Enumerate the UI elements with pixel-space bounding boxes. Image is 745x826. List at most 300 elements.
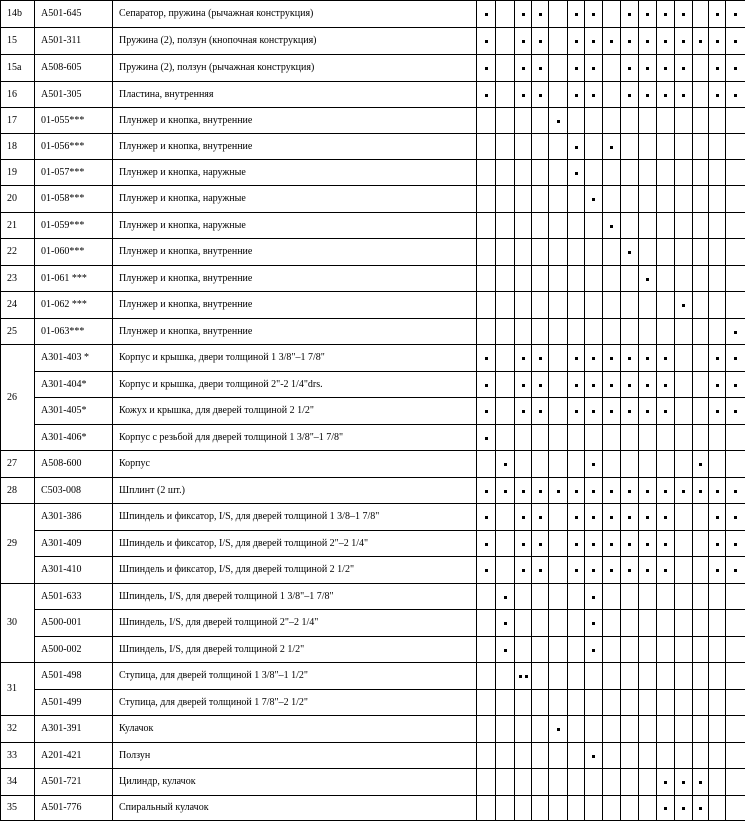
applicability-cell bbox=[585, 769, 603, 796]
applicability-cell bbox=[675, 319, 693, 345]
marker-dot-icon bbox=[646, 357, 649, 360]
applicability-cell bbox=[709, 504, 726, 531]
marker-dot-icon bbox=[646, 94, 649, 97]
applicability-marker bbox=[485, 62, 488, 74]
applicability-marker bbox=[716, 352, 719, 364]
marker-dot-icon bbox=[646, 13, 649, 16]
applicability-cell bbox=[675, 28, 693, 55]
item-number-cell: 33 bbox=[1, 743, 35, 769]
applicability-cell bbox=[693, 213, 709, 239]
applicability-cell bbox=[693, 743, 709, 769]
applicability-cell bbox=[496, 372, 515, 398]
applicability-marker bbox=[646, 352, 649, 364]
applicability-marker bbox=[575, 35, 578, 47]
applicability-cell bbox=[496, 266, 515, 292]
applicability-cell bbox=[603, 796, 621, 821]
applicability-marker bbox=[628, 405, 631, 417]
applicability-cell bbox=[621, 82, 639, 108]
applicability-marker bbox=[646, 538, 649, 550]
part-description-cell: Плунжер и кнопка, внутренние bbox=[113, 266, 477, 292]
applicability-cell bbox=[549, 743, 568, 769]
applicability-cell bbox=[709, 160, 726, 186]
marker-dot-icon bbox=[664, 67, 667, 70]
table-row bbox=[1, 55, 745, 82]
applicability-cell bbox=[477, 690, 496, 716]
applicability-cell bbox=[709, 28, 726, 55]
applicability-cell bbox=[532, 108, 549, 134]
marker-dot-icon bbox=[646, 278, 649, 281]
table-row bbox=[1, 239, 745, 266]
applicability-cell bbox=[675, 504, 693, 531]
applicability-cell bbox=[675, 637, 693, 663]
applicability-marker bbox=[646, 379, 649, 391]
applicability-cell bbox=[532, 160, 549, 186]
applicability-cell bbox=[603, 55, 621, 82]
applicability-marker bbox=[519, 670, 528, 682]
part-description-cell: Плунжер и кнопка, наружные bbox=[113, 213, 477, 239]
applicability-cell bbox=[675, 796, 693, 821]
marker-dot-icon bbox=[539, 357, 542, 360]
applicability-marker bbox=[592, 591, 595, 603]
applicability-cell bbox=[603, 478, 621, 504]
marker-dot-icon bbox=[522, 490, 525, 493]
applicability-marker bbox=[539, 62, 542, 74]
applicability-marker bbox=[522, 511, 525, 523]
applicability-marker bbox=[699, 776, 702, 788]
applicability-cell bbox=[657, 239, 675, 266]
applicability-cell bbox=[621, 504, 639, 531]
marker-dot-icon bbox=[557, 490, 560, 493]
applicability-cell bbox=[585, 266, 603, 292]
applicability-cell bbox=[549, 186, 568, 213]
item-number-cell: 15a bbox=[1, 55, 35, 82]
applicability-cell bbox=[621, 345, 639, 372]
marker-dot-icon bbox=[592, 569, 595, 572]
applicability-cell bbox=[657, 108, 675, 134]
applicability-cell bbox=[657, 637, 675, 663]
applicability-cell bbox=[726, 610, 745, 637]
applicability-cell bbox=[568, 531, 585, 557]
applicability-cell bbox=[515, 55, 532, 82]
table-row bbox=[1, 266, 745, 292]
applicability-marker bbox=[575, 352, 578, 364]
applicability-cell bbox=[496, 796, 515, 821]
marker-dot-icon bbox=[592, 384, 595, 387]
applicability-cell bbox=[496, 292, 515, 319]
marker-dot-icon bbox=[592, 755, 595, 758]
applicability-cell bbox=[709, 266, 726, 292]
applicability-cell bbox=[496, 345, 515, 372]
item-number-cell: 32 bbox=[1, 716, 35, 743]
applicability-cell bbox=[515, 160, 532, 186]
applicability-cell bbox=[477, 345, 496, 372]
applicability-cell bbox=[568, 28, 585, 55]
applicability-cell bbox=[657, 292, 675, 319]
applicability-cell bbox=[603, 28, 621, 55]
applicability-marker bbox=[522, 538, 525, 550]
applicability-cell bbox=[477, 531, 496, 557]
applicability-cell bbox=[657, 743, 675, 769]
applicability-cell bbox=[496, 134, 515, 160]
applicability-cell bbox=[726, 28, 745, 55]
applicability-marker bbox=[610, 485, 613, 497]
marker-dot-icon bbox=[519, 675, 522, 678]
applicability-cell bbox=[657, 319, 675, 345]
applicability-cell bbox=[496, 160, 515, 186]
applicability-cell bbox=[726, 1, 745, 28]
applicability-cell bbox=[515, 82, 532, 108]
applicability-cell bbox=[532, 1, 549, 28]
item-number-cell: 18 bbox=[1, 134, 35, 160]
applicability-marker bbox=[734, 405, 737, 417]
applicability-cell bbox=[515, 504, 532, 531]
item-number-cell: 23 bbox=[1, 266, 35, 292]
item-number-cell: 29 bbox=[1, 504, 35, 584]
marker-dot-icon bbox=[664, 410, 667, 413]
applicability-cell bbox=[726, 637, 745, 663]
applicability-cell bbox=[585, 425, 603, 451]
applicability-marker bbox=[575, 564, 578, 576]
applicability-cell bbox=[568, 186, 585, 213]
marker-dot-icon bbox=[716, 490, 719, 493]
applicability-cell bbox=[532, 557, 549, 584]
applicability-cell bbox=[693, 345, 709, 372]
applicability-marker bbox=[628, 485, 631, 497]
applicability-marker bbox=[734, 485, 737, 497]
part-code-cell: A501-776 bbox=[35, 796, 113, 821]
applicability-cell bbox=[639, 28, 657, 55]
applicability-cell bbox=[603, 663, 621, 690]
applicability-cell bbox=[639, 663, 657, 690]
marker-dot-icon bbox=[557, 728, 560, 731]
part-description-cell: Плунжер и кнопка, внутренние bbox=[113, 134, 477, 160]
applicability-cell bbox=[568, 610, 585, 637]
applicability-marker bbox=[664, 538, 667, 550]
applicability-cell bbox=[603, 425, 621, 451]
applicability-cell bbox=[532, 690, 549, 716]
part-code-cell: 01-055*** bbox=[35, 108, 113, 134]
applicability-cell bbox=[515, 28, 532, 55]
applicability-marker bbox=[539, 35, 542, 47]
applicability-marker bbox=[575, 405, 578, 417]
applicability-cell bbox=[693, 451, 709, 478]
marker-dot-icon bbox=[610, 410, 613, 413]
marker-dot-icon bbox=[664, 516, 667, 519]
applicability-cell bbox=[639, 239, 657, 266]
applicability-cell bbox=[585, 186, 603, 213]
applicability-cell bbox=[585, 1, 603, 28]
part-description-cell: Кулачок bbox=[113, 716, 477, 743]
applicability-marker bbox=[557, 723, 560, 735]
applicability-marker bbox=[664, 511, 667, 523]
part-description-cell: Шпиндель, I/S, для дверей толщиной 2 1/2" bbox=[113, 637, 477, 663]
applicability-cell bbox=[568, 557, 585, 584]
applicability-cell bbox=[496, 557, 515, 584]
applicability-cell bbox=[549, 769, 568, 796]
marker-dot-icon bbox=[592, 516, 595, 519]
applicability-cell bbox=[693, 55, 709, 82]
applicability-cell bbox=[549, 160, 568, 186]
item-number-cell: 24 bbox=[1, 292, 35, 319]
marker-dot-icon bbox=[504, 649, 507, 652]
applicability-cell bbox=[693, 716, 709, 743]
marker-dot-icon bbox=[575, 13, 578, 16]
marker-dot-icon bbox=[592, 543, 595, 546]
applicability-cell bbox=[477, 557, 496, 584]
applicability-cell bbox=[568, 372, 585, 398]
applicability-cell bbox=[693, 504, 709, 531]
applicability-cell bbox=[603, 186, 621, 213]
applicability-marker bbox=[575, 511, 578, 523]
marker-dot-icon bbox=[504, 596, 507, 599]
applicability-marker bbox=[664, 8, 667, 20]
applicability-marker bbox=[485, 511, 488, 523]
part-description-cell: Спиральный кулачок bbox=[113, 796, 477, 821]
applicability-cell bbox=[675, 213, 693, 239]
applicability-cell bbox=[639, 292, 657, 319]
applicability-cell bbox=[675, 531, 693, 557]
applicability-cell bbox=[603, 716, 621, 743]
applicability-cell bbox=[639, 796, 657, 821]
applicability-marker bbox=[575, 8, 578, 20]
applicability-cell bbox=[657, 1, 675, 28]
applicability-cell bbox=[639, 478, 657, 504]
applicability-cell bbox=[496, 108, 515, 134]
applicability-marker bbox=[485, 538, 488, 550]
applicability-cell bbox=[657, 266, 675, 292]
applicability-cell bbox=[603, 637, 621, 663]
applicability-cell bbox=[657, 28, 675, 55]
applicability-cell bbox=[496, 82, 515, 108]
table-row bbox=[1, 372, 745, 398]
applicability-marker bbox=[699, 802, 702, 814]
marker-dot-icon bbox=[716, 543, 719, 546]
applicability-cell bbox=[709, 398, 726, 425]
applicability-cell bbox=[585, 239, 603, 266]
applicability-cell bbox=[621, 1, 639, 28]
marker-dot-icon bbox=[485, 13, 488, 16]
applicability-cell bbox=[709, 239, 726, 266]
marker-dot-icon bbox=[575, 172, 578, 175]
applicability-marker bbox=[592, 352, 595, 364]
applicability-cell bbox=[621, 451, 639, 478]
applicability-cell bbox=[549, 292, 568, 319]
marker-dot-icon bbox=[610, 569, 613, 572]
applicability-cell bbox=[515, 610, 532, 637]
applicability-marker bbox=[575, 62, 578, 74]
applicability-cell bbox=[726, 292, 745, 319]
applicability-cell bbox=[709, 716, 726, 743]
part-description-cell: Шпиндель, I/S, для дверей толщиной 1 3/8"–1 7/8" bbox=[113, 584, 477, 610]
applicability-cell bbox=[496, 319, 515, 345]
part-code-cell: A501-645 bbox=[35, 1, 113, 28]
applicability-marker bbox=[664, 802, 667, 814]
applicability-cell bbox=[603, 610, 621, 637]
applicability-cell bbox=[585, 134, 603, 160]
applicability-marker bbox=[485, 379, 488, 391]
applicability-cell bbox=[477, 186, 496, 213]
applicability-cell bbox=[621, 610, 639, 637]
applicability-cell bbox=[675, 1, 693, 28]
applicability-cell bbox=[477, 372, 496, 398]
marker-dot-icon bbox=[716, 516, 719, 519]
applicability-marker bbox=[575, 89, 578, 101]
marker-dot-icon bbox=[522, 40, 525, 43]
applicability-cell bbox=[693, 690, 709, 716]
applicability-cell bbox=[675, 557, 693, 584]
item-number-cell: 19 bbox=[1, 160, 35, 186]
applicability-cell bbox=[693, 292, 709, 319]
applicability-cell bbox=[657, 213, 675, 239]
applicability-cell bbox=[568, 743, 585, 769]
marker-dot-icon bbox=[628, 384, 631, 387]
marker-dot-icon bbox=[734, 94, 737, 97]
applicability-cell bbox=[568, 82, 585, 108]
applicability-cell bbox=[709, 55, 726, 82]
applicability-marker bbox=[592, 193, 595, 205]
applicability-cell bbox=[515, 213, 532, 239]
applicability-cell bbox=[477, 796, 496, 821]
applicability-cell bbox=[621, 186, 639, 213]
marker-dot-icon bbox=[628, 13, 631, 16]
applicability-cell bbox=[603, 345, 621, 372]
applicability-cell bbox=[549, 239, 568, 266]
applicability-marker bbox=[716, 405, 719, 417]
part-code-cell: A301-404* bbox=[35, 372, 113, 398]
applicability-marker bbox=[557, 115, 560, 127]
applicability-marker bbox=[575, 167, 578, 179]
applicability-cell bbox=[532, 239, 549, 266]
applicability-marker bbox=[610, 35, 613, 47]
applicability-marker bbox=[610, 379, 613, 391]
applicability-cell bbox=[549, 398, 568, 425]
parts-table-body bbox=[1, 1, 745, 821]
applicability-marker bbox=[575, 141, 578, 153]
applicability-cell bbox=[709, 186, 726, 213]
applicability-marker bbox=[646, 405, 649, 417]
applicability-marker bbox=[485, 485, 488, 497]
applicability-marker bbox=[610, 564, 613, 576]
applicability-cell bbox=[709, 743, 726, 769]
applicability-cell bbox=[709, 425, 726, 451]
part-description-cell: Сепаратор, пружина (рычажная конструкция) bbox=[113, 1, 477, 28]
marker-dot-icon bbox=[485, 569, 488, 572]
applicability-cell bbox=[477, 213, 496, 239]
applicability-cell bbox=[532, 186, 549, 213]
applicability-marker bbox=[734, 352, 737, 364]
applicability-marker bbox=[539, 564, 542, 576]
item-number-cell: 14b bbox=[1, 1, 35, 28]
item-number-cell: 31 bbox=[1, 663, 35, 716]
applicability-cell bbox=[568, 769, 585, 796]
applicability-marker bbox=[522, 89, 525, 101]
marker-dot-icon bbox=[504, 622, 507, 625]
marker-dot-icon bbox=[699, 781, 702, 784]
marker-dot-icon bbox=[592, 410, 595, 413]
marker-dot-icon bbox=[539, 67, 542, 70]
marker-dot-icon bbox=[485, 40, 488, 43]
marker-dot-icon bbox=[592, 649, 595, 652]
applicability-cell bbox=[515, 239, 532, 266]
applicability-cell bbox=[657, 610, 675, 637]
marker-dot-icon bbox=[682, 67, 685, 70]
applicability-marker bbox=[682, 299, 685, 311]
part-description-cell: Пластина, внутренняя bbox=[113, 82, 477, 108]
applicability-cell bbox=[621, 478, 639, 504]
applicability-cell bbox=[496, 690, 515, 716]
marker-dot-icon bbox=[610, 516, 613, 519]
applicability-marker bbox=[664, 62, 667, 74]
applicability-marker bbox=[628, 89, 631, 101]
applicability-cell bbox=[532, 55, 549, 82]
applicability-cell bbox=[532, 134, 549, 160]
applicability-marker bbox=[485, 432, 488, 444]
applicability-cell bbox=[585, 451, 603, 478]
applicability-marker bbox=[664, 564, 667, 576]
applicability-marker bbox=[592, 538, 595, 550]
marker-dot-icon bbox=[539, 516, 542, 519]
applicability-cell bbox=[693, 108, 709, 134]
applicability-marker bbox=[682, 802, 685, 814]
marker-dot-icon bbox=[716, 94, 719, 97]
marker-dot-icon bbox=[485, 94, 488, 97]
item-number-cell: 25 bbox=[1, 319, 35, 345]
applicability-cell bbox=[568, 1, 585, 28]
applicability-cell bbox=[496, 637, 515, 663]
applicability-cell bbox=[621, 160, 639, 186]
marker-dot-icon bbox=[628, 543, 631, 546]
applicability-cell bbox=[477, 610, 496, 637]
applicability-cell bbox=[709, 531, 726, 557]
marker-dot-icon bbox=[485, 384, 488, 387]
part-code-cell: 01-056*** bbox=[35, 134, 113, 160]
applicability-cell bbox=[693, 160, 709, 186]
marker-dot-icon bbox=[699, 807, 702, 810]
marker-dot-icon bbox=[592, 94, 595, 97]
applicability-cell bbox=[568, 160, 585, 186]
applicability-cell bbox=[657, 557, 675, 584]
applicability-cell bbox=[603, 398, 621, 425]
applicability-cell bbox=[477, 1, 496, 28]
applicability-cell bbox=[675, 690, 693, 716]
applicability-marker bbox=[734, 511, 737, 523]
marker-dot-icon bbox=[485, 437, 488, 440]
table-row bbox=[1, 743, 745, 769]
applicability-cell bbox=[726, 690, 745, 716]
item-number-cell: 26 bbox=[1, 345, 35, 451]
applicability-cell bbox=[532, 266, 549, 292]
applicability-cell bbox=[549, 425, 568, 451]
applicability-cell bbox=[477, 769, 496, 796]
marker-dot-icon bbox=[539, 40, 542, 43]
applicability-cell bbox=[639, 743, 657, 769]
applicability-marker bbox=[646, 511, 649, 523]
marker-dot-icon bbox=[734, 490, 737, 493]
part-code-cell: A501-311 bbox=[35, 28, 113, 55]
applicability-cell bbox=[621, 663, 639, 690]
applicability-cell bbox=[693, 557, 709, 584]
applicability-cell bbox=[693, 319, 709, 345]
applicability-cell bbox=[532, 213, 549, 239]
applicability-cell bbox=[515, 557, 532, 584]
applicability-marker bbox=[610, 352, 613, 364]
marker-dot-icon bbox=[575, 67, 578, 70]
table-row bbox=[1, 716, 745, 743]
applicability-cell bbox=[568, 584, 585, 610]
marker-dot-icon bbox=[610, 384, 613, 387]
applicability-marker bbox=[628, 352, 631, 364]
applicability-cell bbox=[532, 796, 549, 821]
